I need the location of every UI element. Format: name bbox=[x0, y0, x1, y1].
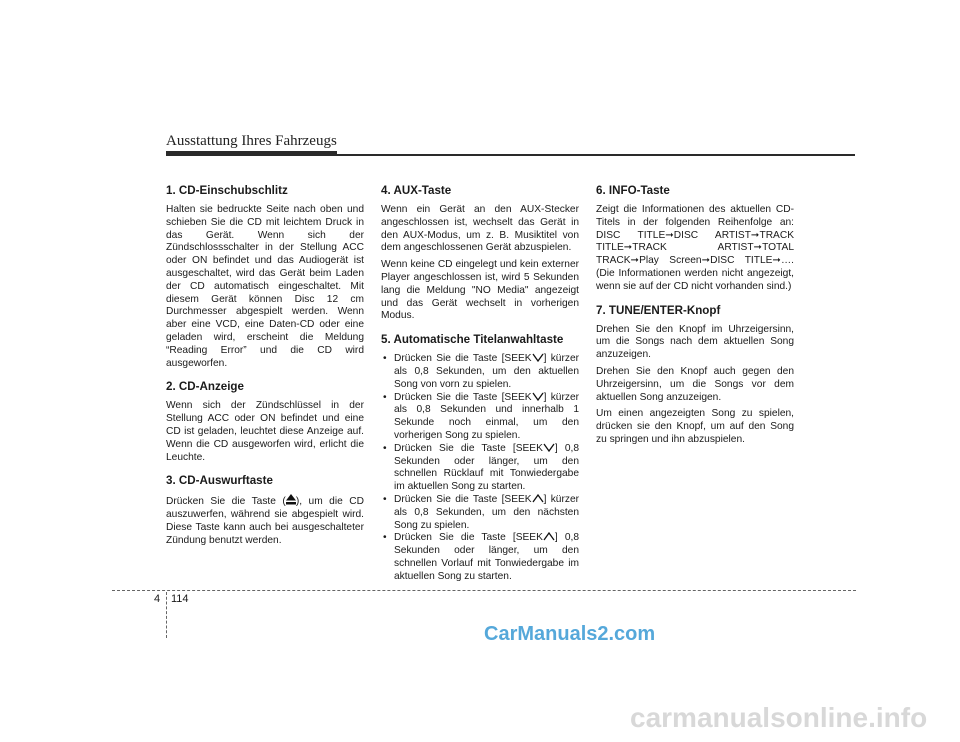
watermark-text: carmanualsonline.info bbox=[630, 702, 928, 733]
section-title: 5. Automatische Titelanwahltaste bbox=[381, 333, 564, 347]
section-title: 1. CD-Einschubschlitz bbox=[166, 184, 288, 197]
section-title: 7. TUNE/ENTER-Knopf bbox=[596, 303, 721, 317]
text-part: ] 0,8 Sekunden oder länger, um den schnellen Vorlauf mit Tonwiedergabe im aktuellen Song zu starten. bbox=[394, 532, 579, 582]
text-part: Drücken Sie die Taste [SEEK bbox=[394, 353, 532, 365]
text-part: Drücken Sie die Taste [SEEK bbox=[394, 493, 532, 505]
section-text: Drehen Sie den Knopf im Uhrzeigersinn, um die Songs nach dem aktuellen Song anzuzeigen. bbox=[596, 323, 794, 361]
header-rule bbox=[337, 154, 855, 156]
column-3 bbox=[596, 184, 794, 457]
text-part: Drücken Sie die Taste [SEEK bbox=[394, 532, 543, 544]
section-text: Halten sie bedruckte Seite nach oben und schieben Sie die CD mit leichtem Druck in das Gerät. Wenn sich der Zündschlossschalter in der Stellung ACC oder ON befindet und das Audiogerät ist ausgeschaltet, wird das Gerät beim Laden der CD automatisch eingeschaltet. Mit diesem Gerät können Disc 12 cm Durchmesser abgespielt werden. Wenn aber eine VCD, eine Daten-CD oder eine geladen wird, erscheint die Meldung “Reading Error” und die CD wird ausgeworfen. bbox=[166, 204, 364, 369]
seek-down-icon bbox=[532, 353, 544, 362]
section-tune-knob bbox=[596, 304, 794, 447]
section-text: Zeigt die Informationen des aktuellen CD-Titels in der folgenden Reihenfolge an: DISC TITLE➞DISC ARTIST➞TRACK TITLE➞TRACK ARTIST➞TOTAL TRACK➞Play Screen➞DISC TITLE➞….(Die Informationen werden nicht angezeigt, wenn sie auf der CD nicht vorhanden sind.) bbox=[596, 204, 794, 292]
page-number: 114 bbox=[171, 593, 189, 605]
text-part: Drücken Sie die Taste ( bbox=[166, 496, 286, 508]
eject-icon bbox=[286, 494, 296, 505]
section-cd-slot bbox=[166, 184, 364, 370]
text-part: ] 0,8 Sekunden oder länger, um den schnellen Rücklauf mit Tonwiedergabe im aktuellen Song zu starten. bbox=[394, 442, 579, 493]
seek-up-icon bbox=[543, 532, 555, 541]
column-1 bbox=[166, 184, 364, 558]
section-title: 3. CD-Auswurftaste bbox=[166, 474, 273, 488]
page-header-title: Ausstattung Ihres Fahrzeugs bbox=[166, 133, 337, 149]
section-aux-button bbox=[381, 184, 579, 323]
section-eject-button bbox=[166, 474, 364, 547]
seek-list bbox=[381, 353, 579, 583]
column-2 bbox=[381, 184, 579, 594]
section-text: Wenn keine CD eingelegt und kein externer Player angeschlossen ist, wird 5 Sekunden lang die Meldung "NO Media" angezeigt und das Gerät wechselt in vorherigen Modus. bbox=[381, 259, 579, 322]
header-bar bbox=[166, 151, 337, 156]
section-seek bbox=[381, 333, 579, 583]
section-text: Um einen angezeigten Song zu spielen, drücken sie den Knopf, um auf den Song zu springen und ihn abzuspielen. bbox=[596, 408, 794, 445]
section-title: 6. INFO-Taste bbox=[596, 184, 670, 197]
footer-vertical-divider bbox=[166, 592, 167, 638]
list-item bbox=[381, 392, 579, 443]
text-part: Drücken Sie die Taste [SEEK bbox=[394, 442, 543, 454]
section-text: Wenn sich der Zündschlüssel in der Stellung ACC oder ON befindet und eine CD ist geladen, leuchtet diese Anzeige auf. Wenn die CD ausgeworfen wird, erlicht die Leuchte. bbox=[166, 400, 364, 463]
section-text bbox=[166, 494, 364, 547]
seek-down-icon bbox=[532, 392, 544, 401]
section-title: 4. AUX-Taste bbox=[381, 184, 452, 197]
seek-down-icon bbox=[543, 443, 555, 452]
seek-up-icon bbox=[532, 494, 544, 503]
list-item bbox=[381, 443, 579, 494]
list-item bbox=[381, 353, 579, 391]
watermark-logo[interactable]: CarManuals2.com bbox=[484, 623, 656, 645]
chapter-number: 4 bbox=[154, 593, 161, 605]
text-part: ), um die CD auszuwerfen, während sie abgespielt wird. Diese Taste kann auch bei ausgeschalteter Zündung benutzt werden. bbox=[166, 496, 364, 546]
footer-divider bbox=[112, 590, 856, 591]
section-info-button bbox=[596, 184, 794, 294]
section-text: Drehen Sie den Knopf auch gegen den Uhrzeigersinn, um die Songs vor dem aktuellen Song anzuzeigen. bbox=[596, 365, 794, 403]
text-part: ] kürzer als 0,8 Sekunden, um den nächsten Song zu spielen. bbox=[394, 493, 579, 531]
list-item bbox=[381, 532, 579, 583]
list-item bbox=[381, 494, 579, 532]
section-title: 2. CD-Anzeige bbox=[166, 380, 244, 394]
text-part: Drücken Sie die Taste [SEEK bbox=[394, 391, 532, 403]
section-text: Wenn ein Gerät an den AUX-Stecker angeschlossen ist, wechselt das Gerät in den AUX-Modus, um z. B. Musiktitel von dem angeschlossenen Gerät abzuspielen. bbox=[381, 204, 579, 254]
text-part: ] kürzer als 0,8 Sekunden, um den aktuellen Song von vorn zu spielen. bbox=[394, 353, 579, 390]
section-cd-indicator bbox=[166, 380, 364, 464]
text-part: ] kürzer als 0,8 Sekunden und innerhalb 1 Sekunde noch einmal, um den vorherigen Song zu spielen. bbox=[394, 391, 579, 441]
